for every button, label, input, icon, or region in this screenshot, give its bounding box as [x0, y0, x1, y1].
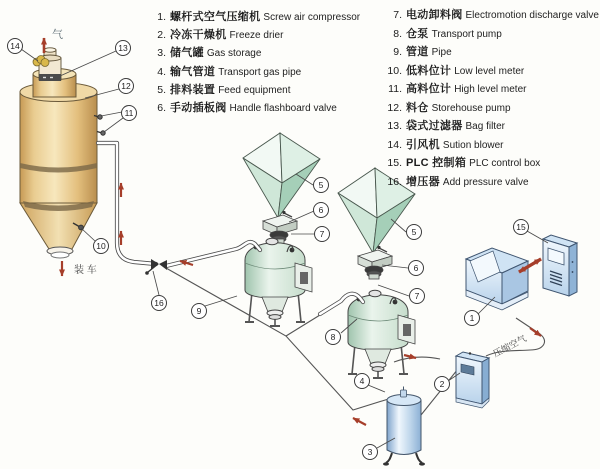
- legend-num: 2.: [157, 29, 166, 42]
- legend-num: 1.: [157, 11, 166, 23]
- callout-4: 4: [354, 373, 370, 389]
- callout-15: 15: [513, 219, 529, 235]
- legend-zh: 料仓: [406, 101, 429, 114]
- callout-2: 2: [434, 376, 450, 392]
- callout-6: 6: [313, 202, 329, 218]
- legend-num: 11.: [388, 83, 402, 96]
- callout-12: 12: [118, 78, 134, 94]
- legend-zh: 螺杆式空气压缩机: [170, 11, 261, 23]
- callout-7: 7: [314, 226, 330, 242]
- legend-zh: 手动插板阀: [170, 101, 227, 114]
- legend-num: 16.: [387, 175, 402, 188]
- callout-5: 5: [313, 177, 329, 193]
- legend-en: Transport pump: [431, 28, 502, 40]
- legend-num: 8.: [393, 27, 402, 40]
- gas-outlet-label: 气: [52, 29, 63, 41]
- legend-en: Pipe: [431, 47, 452, 59]
- legend-num: 5.: [157, 83, 166, 96]
- legend-zh: 高料位计: [406, 83, 452, 96]
- legend-zh: PLC 控制箱: [406, 157, 467, 170]
- legend-en: Sution blower: [442, 139, 504, 151]
- legend-en: Screw air compressor: [263, 12, 361, 23]
- legend-num: 14.: [387, 138, 402, 151]
- callout-11: 11: [121, 105, 137, 121]
- legend-en: Add pressure valve: [442, 176, 529, 188]
- legend-num: 9.: [393, 46, 402, 59]
- legend-num: 3.: [157, 47, 166, 60]
- legend-zh: 电动卸料阀: [406, 9, 463, 21]
- callout-13: 13: [115, 40, 131, 56]
- legend-en: Freeze drier: [229, 30, 284, 42]
- callout-6: 6: [408, 260, 424, 276]
- legend-en: Bag filter: [465, 121, 505, 133]
- legend-zh: 冷冻干燥机: [170, 29, 227, 42]
- truck-loading-label: 装 车: [74, 265, 97, 276]
- legend-en: Transport gas pipe: [218, 66, 302, 78]
- legend-num: 10.: [387, 64, 402, 77]
- callout-16: 16: [151, 295, 167, 311]
- compressed-air-label: 压缩空气: [491, 333, 529, 359]
- callout-3: 3: [362, 444, 378, 460]
- legend-en: Feed equipment: [218, 84, 291, 96]
- legend-zh: 袋式过滤器: [406, 120, 463, 133]
- callout-5: 5: [406, 224, 422, 240]
- legend-num: 12.: [387, 101, 402, 114]
- callout-7: 7: [409, 288, 425, 304]
- legend-num: 7.: [393, 9, 402, 21]
- callout-1: 1: [464, 310, 480, 326]
- callout-8: 8: [325, 329, 341, 345]
- legend-num: 15.: [387, 157, 402, 170]
- legend-zh: 管道: [406, 46, 429, 59]
- legend-zh: 输气管道: [170, 65, 216, 78]
- legend-en: Handle flashboard valve: [229, 102, 337, 114]
- legend-en: Storehouse pump: [431, 102, 511, 114]
- callout-9: 9: [191, 303, 207, 319]
- legend-zh: 排料装置: [170, 83, 216, 96]
- legend-zh: 增压器: [406, 175, 440, 188]
- legend-en: PLC control box: [469, 158, 541, 170]
- callout-10: 10: [93, 238, 109, 254]
- legend-en: High level meter: [454, 84, 527, 96]
- legend-zh: 低料位计: [406, 64, 452, 77]
- legend-zh: 储气罐: [170, 47, 204, 60]
- legend-en: Electromotion discharge valve: [465, 10, 599, 21]
- legend-zh: 引风机: [406, 138, 440, 151]
- legend-en: Low level meter: [454, 65, 525, 77]
- legend-en: Gas storage: [206, 48, 262, 60]
- callout-14: 14: [7, 38, 23, 54]
- legend-num: 4.: [157, 65, 166, 78]
- legend-num: 6.: [157, 101, 166, 114]
- legend-zh: 仓泵: [406, 27, 429, 40]
- legend-num: 13.: [387, 120, 402, 133]
